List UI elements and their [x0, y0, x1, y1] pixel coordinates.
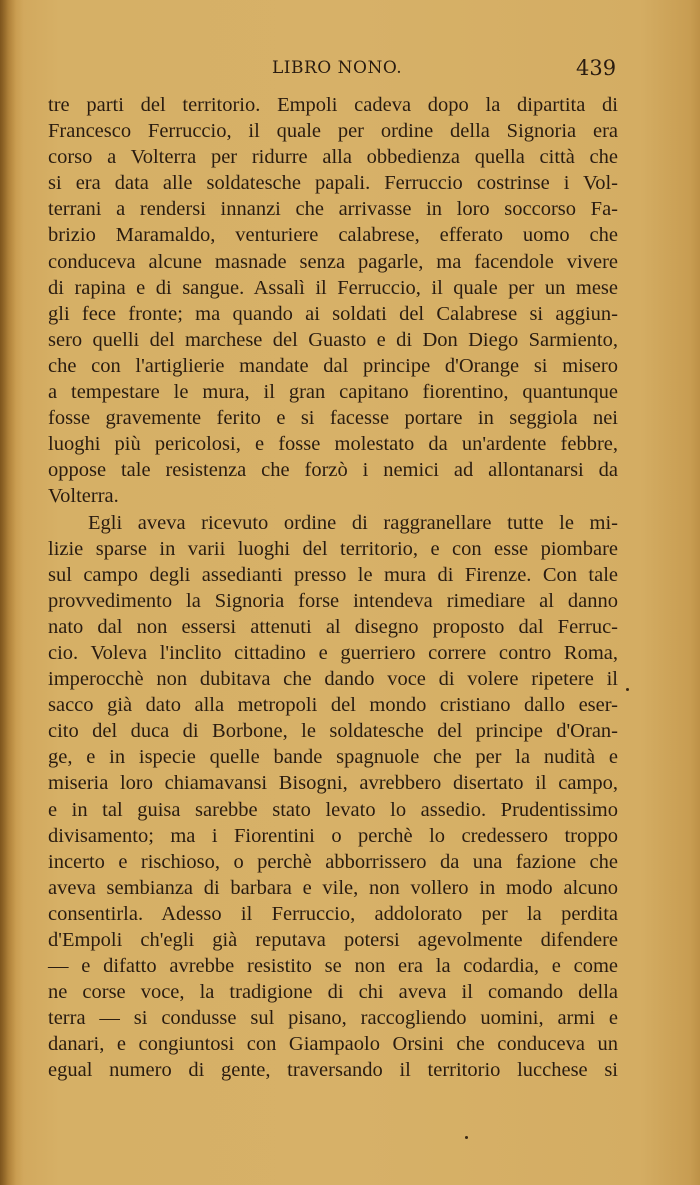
text-line: e in tal guisa sarebbe stato levato lo assedio. Prudentissimo	[48, 798, 618, 821]
text-line: d'Empoli ch'egli già reputava potersi agevolmente difendere	[48, 929, 618, 951]
text-line: fosse gravemente ferito e si facesse portare in seggiola nei	[48, 407, 618, 430]
text-line: che con l'artiglierie mandate dal principe d'Orange si misero	[48, 354, 618, 377]
text-line: aveva sembianza di barbara e vile, non vollero in modo alcuno	[48, 876, 618, 899]
text-line: corso a Volterra per ridurre alla obbedienza quella città che	[48, 146, 618, 169]
text-line: di rapina e di sangue. Assalì il Ferruccio, il quale per un mese	[48, 276, 618, 299]
text-line: incerto e rischioso, o perchè abborrissero da una fazione che	[48, 850, 618, 873]
text-line: terra — si condusse sul pisano, raccogliendo uomini, armi e	[48, 1007, 618, 1030]
paragraph	[48, 510, 618, 1084]
page-spine-shadow	[0, 0, 16, 1185]
text-line: divisamento; ma i Fiorentini o perchè lo credessero troppo	[48, 824, 618, 847]
text-line: nato dal non essersi attenuti al disegno proposto dal Ferruc-	[48, 615, 618, 638]
text-line: cio. Voleva l'inclito cittadino e guerriero correre contro Roma,	[48, 641, 618, 664]
page-number: 439	[576, 56, 617, 80]
text-line: ne corse voce, la tradigione di chi aveva il comando della	[48, 981, 618, 1004]
text-line: brizio Maramaldo, venturiere calabrese, efferato uomo che	[48, 224, 618, 247]
text-line: consentirla. Adesso il Ferruccio, addolorato per la perdita	[48, 902, 618, 925]
text-line: lizie sparse in varii luoghi del territorio, e con esse piombare	[48, 537, 618, 560]
page-header	[0, 58, 700, 86]
text-line: Volterra.	[48, 485, 119, 508]
text-line: ge, e in ispecie quelle bande spagnuole che per la nudità e	[48, 746, 618, 769]
text-line: sacco già dato alla metropoli del mondo cristiano dallo eser-	[48, 694, 618, 717]
paper-speck	[465, 1136, 468, 1139]
text-line: cito del duca di Borbone, le soldatesche del principe d'Oran-	[48, 720, 618, 743]
text-line: imperocchè non dubitava che dando voce di volere ripetere il	[48, 668, 618, 691]
text-line: egual numero di gente, traversando il territorio lucchese si	[48, 1059, 618, 1082]
paper-speck	[626, 688, 629, 691]
text-line: — e difatto avrebbe resistito se non era la codardia, e come	[48, 955, 618, 978]
text-line: Egli aveva ricevuto ordine di raggranellare tutte le mi-	[88, 511, 618, 534]
text-line: terrani a rendersi innanzi che arrivasse in loro soccorso Fa-	[48, 198, 618, 221]
running-head: LIBRO NONO.	[272, 58, 403, 78]
paragraph	[48, 92, 618, 510]
text-line: provvedimento la Signoria forse intendeva rimediare al danno	[48, 589, 618, 612]
text-line: oppose tale resistenza che forzò i nemici ad allontanarsi da	[48, 459, 618, 482]
text-line: conduceva alcune masnade senza pagarle, ma facendole vivere	[48, 250, 618, 273]
text-line: tre parti del territorio. Empoli cadeva dopo la dipartita di	[48, 94, 618, 116]
text-line: danari, e congiuntosi con Giampaolo Orsini che conduceva un	[48, 1033, 618, 1056]
text-line: si era data alle soldatesche papali. Ferruccio costrinse i Vol-	[48, 172, 618, 195]
text-line: a tempestare le mura, il gran capitano fiorentino, quantunque	[48, 381, 618, 404]
text-line: Francesco Ferruccio, il quale per ordine della Signoria era	[48, 120, 618, 143]
body-text	[48, 92, 618, 1084]
text-line: sero quelli del marchese del Guasto e di Don Diego Sarmiento,	[48, 328, 618, 351]
text-line: sul campo degli assedianti presso le mura di Firenze. Con tale	[48, 563, 618, 586]
text-line: miseria loro chiamavansi Bisogni, avrebbero disertato il campo,	[48, 772, 618, 795]
text-line: luoghi più pericolosi, e fosse molestato da un'ardente febbre,	[48, 433, 618, 456]
text-line: gli fece fronte; ma quando ai soldati del Calabrese si aggiun-	[48, 302, 618, 325]
